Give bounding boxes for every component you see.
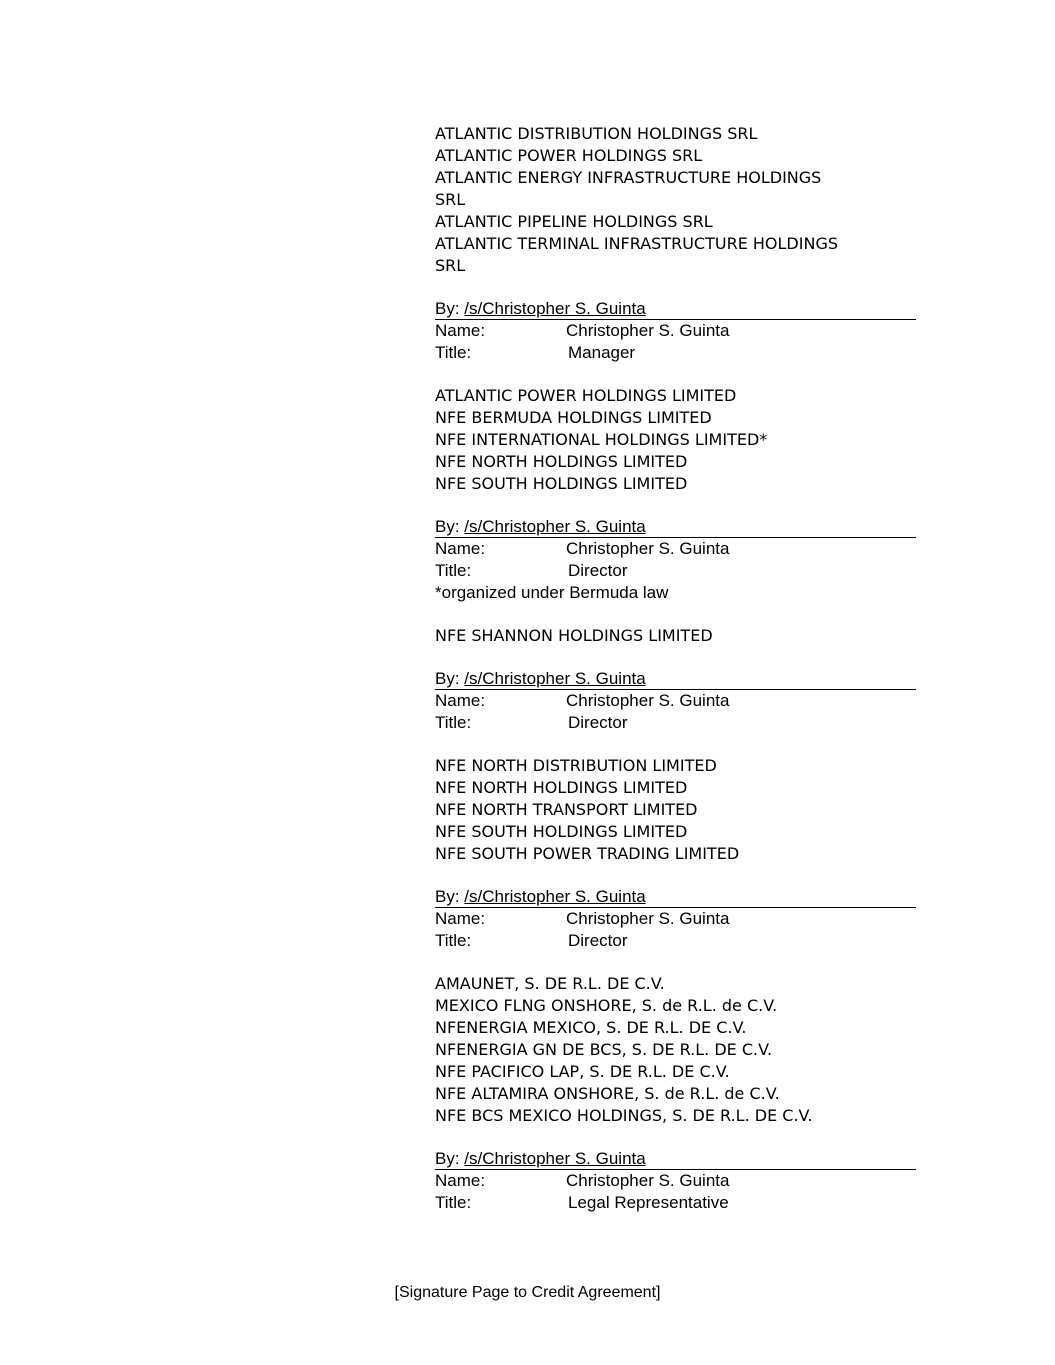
entity-name: NFE NORTH TRANSPORT LIMITED	[435, 800, 698, 819]
signature-value: /s/Christopher S. Guinta	[464, 517, 646, 536]
spacer	[435, 604, 955, 625]
spacer	[435, 734, 955, 755]
name-row	[435, 1170, 955, 1192]
entity-name: ATLANTIC TERMINAL INFRASTRUCTURE HOLDINGS	[435, 234, 838, 253]
title-row	[435, 560, 955, 582]
name-label: Name:	[435, 909, 486, 928]
signature-line	[435, 886, 916, 908]
entity-name: SRL	[435, 256, 466, 275]
entity-name: NFE SOUTH HOLDINGS LIMITED	[435, 822, 688, 841]
by-label: By:	[435, 1149, 460, 1168]
signatory-title: Legal Representative	[568, 1193, 729, 1212]
entity-name: NFE PACIFICO LAP, S. DE R.L. DE C.V.	[435, 1062, 730, 1081]
entity-name: NFE BCS MEXICO HOLDINGS, S. DE R.L. DE C.V.	[435, 1106, 813, 1125]
signature-value: /s/Christopher S. Guinta	[464, 669, 646, 688]
title-label: Title:	[435, 713, 472, 732]
signature-block	[435, 755, 955, 952]
name-row	[435, 320, 955, 342]
entity-name: NFE NORTH HOLDINGS LIMITED	[435, 778, 688, 797]
signature-line	[435, 668, 916, 690]
entity-name: NFE SOUTH HOLDINGS LIMITED	[435, 474, 688, 493]
signature-block	[435, 625, 955, 734]
entity-name: NFE NORTH HOLDINGS LIMITED	[435, 452, 688, 471]
signatory-name: Christopher S. Guinta	[566, 691, 730, 710]
entity-name: MEXICO FLNG ONSHORE, S. de R.L. de C.V.	[435, 996, 778, 1015]
entity-name: AMAUNET, S. DE R.L. DE C.V.	[435, 974, 665, 993]
signature-column	[435, 123, 955, 1214]
title-label: Title:	[435, 343, 472, 362]
spacer	[435, 277, 955, 298]
name-row	[435, 690, 955, 712]
name-row	[435, 908, 955, 930]
signatory-title: Director	[568, 713, 628, 732]
signatory-title: Director	[568, 931, 628, 950]
title-label: Title:	[435, 931, 472, 950]
entity-name: ATLANTIC PIPELINE HOLDINGS SRL	[435, 212, 713, 231]
signatory-name: Christopher S. Guinta	[566, 1171, 730, 1190]
signature-block	[435, 973, 955, 1214]
title-label: Title:	[435, 561, 472, 580]
by-label: By:	[435, 517, 460, 536]
spacer	[435, 647, 955, 668]
by-label: By:	[435, 887, 460, 906]
spacer	[435, 865, 955, 886]
entity-name: ATLANTIC POWER HOLDINGS SRL	[435, 146, 703, 165]
signature-line	[435, 298, 916, 320]
signatory-name: Christopher S. Guinta	[566, 321, 730, 340]
signature-block	[435, 123, 955, 364]
entity-name: NFENERGIA MEXICO, S. DE R.L. DE C.V.	[435, 1018, 747, 1037]
entity-name: NFE SOUTH POWER TRADING LIMITED	[435, 844, 740, 863]
by-label: By:	[435, 669, 460, 688]
entity-name: ATLANTIC ENERGY INFRASTRUCTURE HOLDINGS	[435, 168, 822, 187]
title-row	[435, 712, 955, 734]
entity-name: NFE NORTH DISTRIBUTION LIMITED	[435, 756, 717, 775]
spacer	[435, 952, 955, 973]
signatory-name: Christopher S. Guinta	[566, 909, 730, 928]
entity-name: NFE SHANNON HOLDINGS LIMITED	[435, 626, 713, 645]
signature-value: /s/Christopher S. Guinta	[464, 299, 646, 318]
signature-value: /s/Christopher S. Guinta	[464, 1149, 646, 1168]
entity-name: ATLANTIC DISTRIBUTION HOLDINGS SRL	[435, 124, 758, 143]
name-label: Name:	[435, 539, 486, 558]
name-label: Name:	[435, 691, 486, 710]
name-label: Name:	[435, 321, 486, 340]
entity-name: NFENERGIA GN DE BCS, S. DE R.L. DE C.V.	[435, 1040, 773, 1059]
signature-line	[435, 516, 916, 538]
title-label: Title:	[435, 1193, 472, 1212]
title-row	[435, 1192, 955, 1214]
signature-value: /s/Christopher S. Guinta	[464, 887, 646, 906]
entity-name: NFE ALTAMIRA ONSHORE, S. de R.L. de C.V.	[435, 1084, 780, 1103]
spacer	[435, 1127, 955, 1148]
title-row	[435, 342, 955, 364]
by-label: By:	[435, 299, 460, 318]
spacer	[435, 495, 955, 516]
signatory-title: Director	[568, 561, 628, 580]
spacer	[435, 364, 955, 385]
footnote: *organized under Bermuda law	[435, 583, 669, 602]
signature-line	[435, 1148, 916, 1170]
entity-name: NFE INTERNATIONAL HOLDINGS LIMITED*	[435, 430, 768, 449]
signatory-name: Christopher S. Guinta	[566, 539, 730, 558]
page-footer: [Signature Page to Credit Agreement]	[394, 1284, 661, 1301]
entity-name: NFE BERMUDA HOLDINGS LIMITED	[435, 408, 712, 427]
name-row	[435, 538, 955, 560]
signatory-title: Manager	[568, 343, 636, 362]
name-label: Name:	[435, 1171, 486, 1190]
entity-name: ATLANTIC POWER HOLDINGS LIMITED	[435, 386, 737, 405]
entity-name: SRL	[435, 190, 466, 209]
signature-block	[435, 385, 955, 604]
title-row	[435, 930, 955, 952]
